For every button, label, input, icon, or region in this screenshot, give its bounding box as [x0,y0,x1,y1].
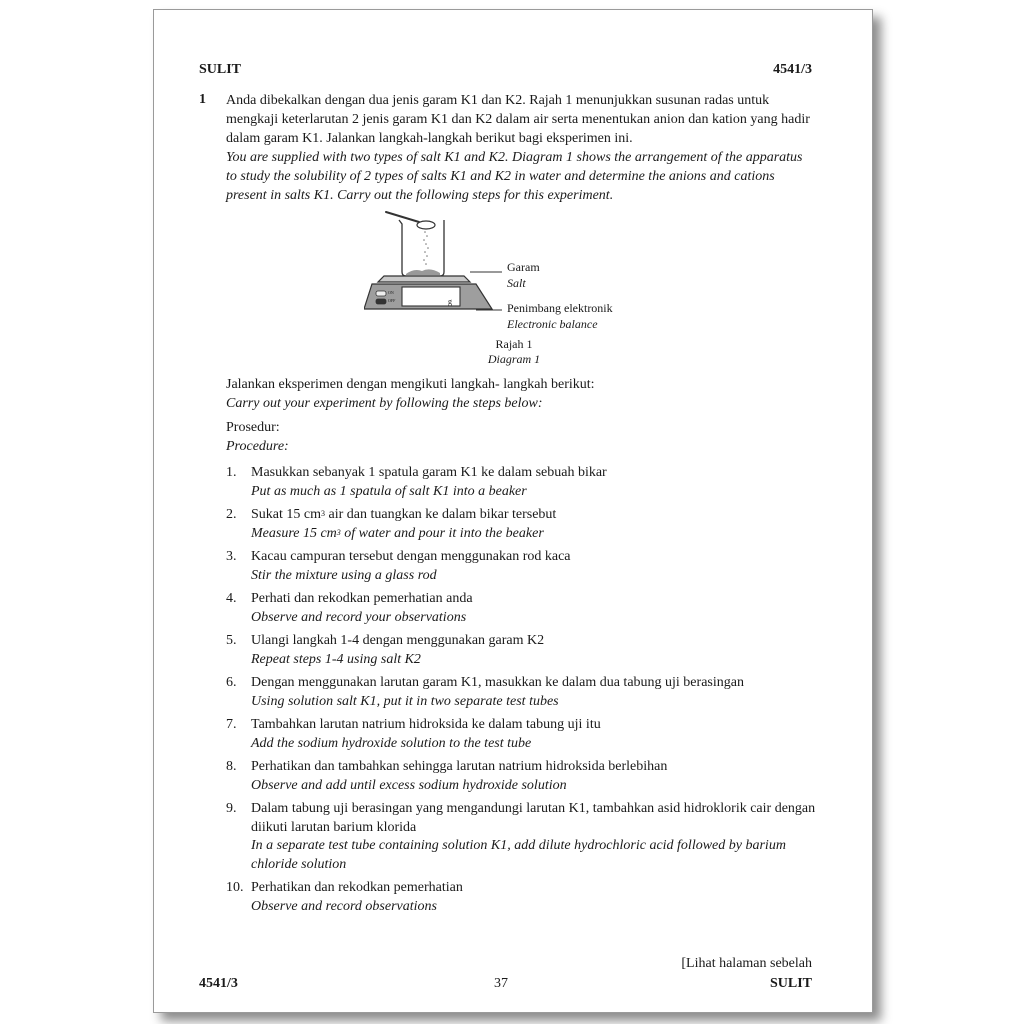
procedure-section [226,376,826,921]
label-balance-en: Electronic balance [507,317,598,331]
list-item: 6. Dengan menggunakan larutan garam K1, masukkan ke dalam dua tabung uji berasingan Using solution salt K1, put it in two separate test tubes [226,675,744,709]
procedure-steps [226,464,826,916]
header-classification: SULIT [199,62,242,77]
page-number: 37 [494,976,508,991]
intro-english: You are supplied with two types of salt K1 and K2. Diagram 1 shows the arrangement of the apparatus to study the solubility of 2 types of salts K1 and K2 in water and determine the anions and cations present in salts K1. Carry out the following steps for this experiment. [226,150,803,203]
question-intro [226,91,816,205]
list-item: 4. Perhati dan rekodkan pemerhatian anda Observe and record your observations [226,591,473,625]
footer-paper-code: 4541/3 [199,976,238,991]
list-item: 5. Ulangi langkah 1-4 dengan menggunakan garam K2 Repeat steps 1-4 using salt K2 [226,633,545,667]
caption-en: Diagram 1 [487,352,541,366]
diagram-apparatus [364,206,624,336]
procedure-heading-en: Procedure: [226,438,289,454]
label-salt-ms: Garam [507,260,540,274]
procedure-heading-ms: Prosedur: [226,420,280,435]
list-item: 7. Tambahkan larutan natrium hidroksida ke dalam tabung uji itu Add the sodium hydroxide solution to the test tube [226,717,601,751]
balance-off-label: OFF [388,298,396,303]
header-paper-code: 4541/3 [773,62,812,77]
caption-ms: Rajah 1 [495,337,533,351]
list-item: 3. Kacau campuran tersebut dengan menggunakan rod kaca Stir the mixture using a glass rod [226,549,571,583]
question-number: 1 [199,92,206,107]
label-balance-ms: Penimbang elektronik [507,301,613,315]
list-item: 1. Masukkan sebanyak 1 spatula garam K1 ke dalam sebuah bikar Put as much as 1 spatula of salt K1 into a beaker [226,465,607,499]
display-unit: g [448,297,452,306]
intro-malay: Anda dibekalkan dengan dua jenis garam K1 dan K2. Rajah 1 menunjukkan susunan radas untuk mengkaji keterlarutan 2 jenis garam K1 dan K2 dalam air serta menentukan anion dan kation yang hadir dalam garam K1. Jalankan langkah-langkah berikut bagi eksperimen ini. [226,93,810,146]
list-item: 9. Dalam tabung uji berasingan yang mengandungi larutan K1, tambahkan asid hidroklorik cair dengan diikuti larutan barium klorida In a separate test tube containing solution K1, add dilute hydrochloric acid followed by barium chloride solution [226,801,816,872]
diagram-caption [444,337,584,367]
list-item: 8. Perhatikan dan tambahkan sehingga larutan natrium hidroksida berlebihan Observe and add until excess sodium hydroxide solution [226,759,668,793]
balance-on-label: ON [388,290,394,295]
label-salt-en: Salt [507,276,526,290]
run-instruction-ms: Jalankan eksperimen dengan mengikuti langkah- langkah berikut: [226,377,595,392]
list-item: 10. Perhatikan dan rekodkan pemerhatian Observe and record observations [226,880,463,914]
exam-page [153,9,873,1013]
list-item: 2. Sukat 15 $cm^3$ air dan tuangkan ke dalam bikar tersebut Measure 15 $cm^3$ of water and pour it into the beaker [226,507,557,541]
run-instruction-en: Carry out your experiment by following the steps below: [226,395,543,411]
footer-classification: SULIT [769,976,812,991]
turn-page-note: [Lihat halaman sebelah [681,956,812,971]
